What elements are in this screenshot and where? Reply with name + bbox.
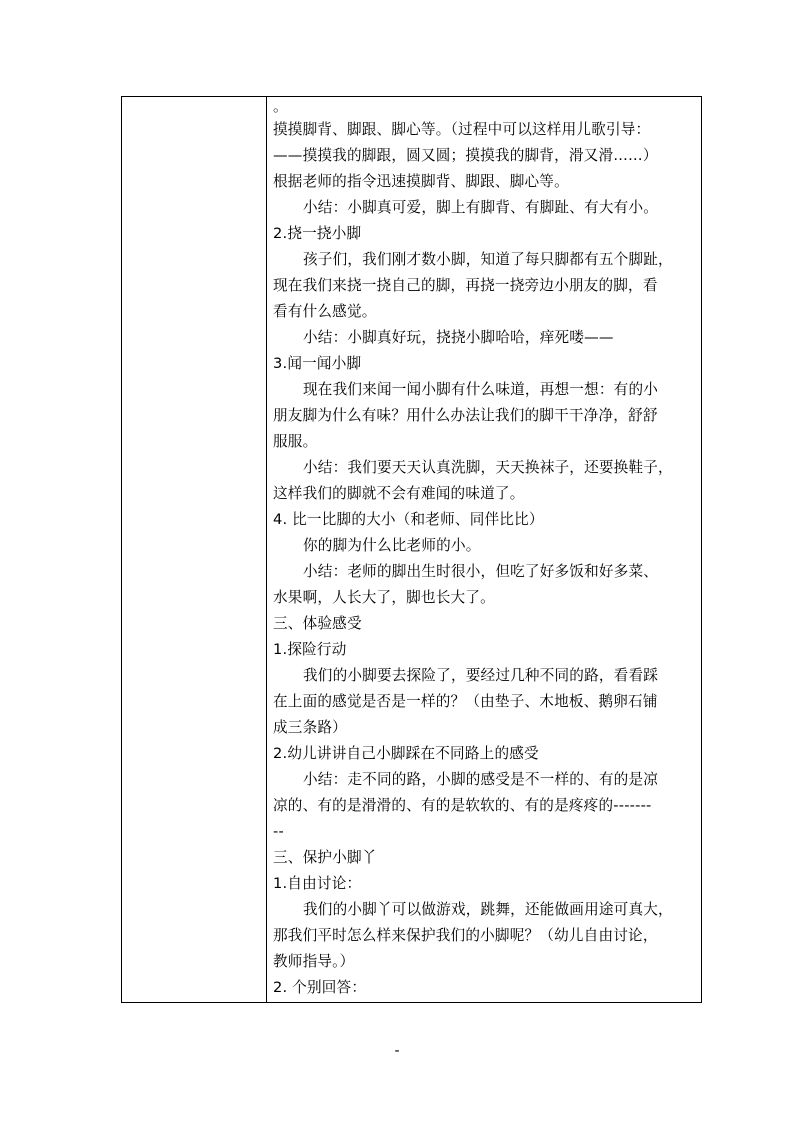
text-line: 成三条路）	[273, 719, 347, 736]
text-line: 朋友脚为什么有味？用什么办法让我们的脚干干净净，舒舒	[273, 407, 658, 424]
section-heading: 三、体验感受	[273, 615, 362, 632]
text-line: 根据老师的指令迅速摸脚背、脚跟、脚心等。	[273, 173, 569, 190]
section-heading: 三、保护小脚丫	[273, 849, 377, 866]
text-line: 小结：小脚真可爱，脚上有脚背、有脚趾、有大有小。	[303, 199, 659, 216]
text-line: 在上面的感觉是否是一样的？（由垫子、木地板、鹅卵石铺	[273, 693, 658, 710]
section-heading: 3.闻一闻小脚	[273, 355, 362, 372]
section-heading: 1.自由讨论：	[273, 875, 362, 892]
text-line: 你的脚为什么比老师的小。	[303, 537, 481, 554]
text-line: 现在我们来闻一闻小脚有什么味道，再想一想：有的小	[303, 381, 659, 398]
text-line: 小结：小脚真好玩，挠挠小脚哈哈，痒死喽——	[303, 329, 614, 346]
text-line: 凉的、有的是滑滑的、有的是软软的、有的是疼疼的-------	[273, 797, 652, 814]
table-left-column	[122, 97, 267, 1002]
text-line: 摸摸脚背、脚跟、脚心等。（过程中可以这样用儿歌引导：	[273, 121, 651, 138]
section-heading: 2.幼儿讲讲自己小脚踩在不同路上的感受	[273, 745, 539, 762]
lesson-table	[121, 96, 702, 1003]
text-line: 孩子们，我们刚才数小脚，知道了每只脚都有五个脚趾，	[303, 251, 673, 268]
text-line: 我们的小脚要去探险了，要经过几种不同的路，看看踩	[303, 667, 659, 684]
text-line: 。	[273, 98, 288, 115]
section-heading: 1.探险行动	[273, 641, 347, 658]
text-line: 水果啊，人长大了，脚也长大了。	[273, 589, 495, 606]
table-right-column	[267, 97, 701, 1002]
section-heading: 2. 个别回答：	[273, 979, 367, 996]
section-heading: 2.挠一挠小脚	[273, 225, 362, 242]
text-line: 看有什么感觉。	[273, 303, 377, 320]
text-line: 教师指导。）	[273, 953, 355, 970]
text-line: ——摸摸我的脚跟，圆又圆；摸摸我的脚背，滑又滑……）	[273, 147, 658, 164]
section-heading: 4. 比一比脚的大小（和老师、同伴比比）	[273, 511, 544, 528]
text-line: 现在我们来挠一挠自己的脚，再挠一挠旁边小朋友的脚，看	[273, 277, 658, 294]
text-line: 我们的小脚丫可以做游戏，跳舞，还能做画用途可真大，	[303, 901, 673, 918]
text-line: 小结：我们要天天认真洗脚，天天换袜子，还要换鞋子，	[303, 459, 673, 476]
text-line: 小结：老师的脚出生时很小，但吃了好多饭和好多菜、	[303, 563, 659, 580]
text-line: --	[273, 823, 284, 840]
text-line: 那我们平时怎么样来保护我们的小脚呢？（幼儿自由讨论，	[273, 927, 658, 944]
text-line: 小结：走不同的路，小脚的感受是不一样的、有的是凉	[303, 771, 659, 788]
page-number: -	[394, 1043, 400, 1059]
text-line: 这样我们的脚就不会有难闻的味道了。	[273, 485, 525, 502]
text-line: 服服。	[273, 433, 318, 450]
